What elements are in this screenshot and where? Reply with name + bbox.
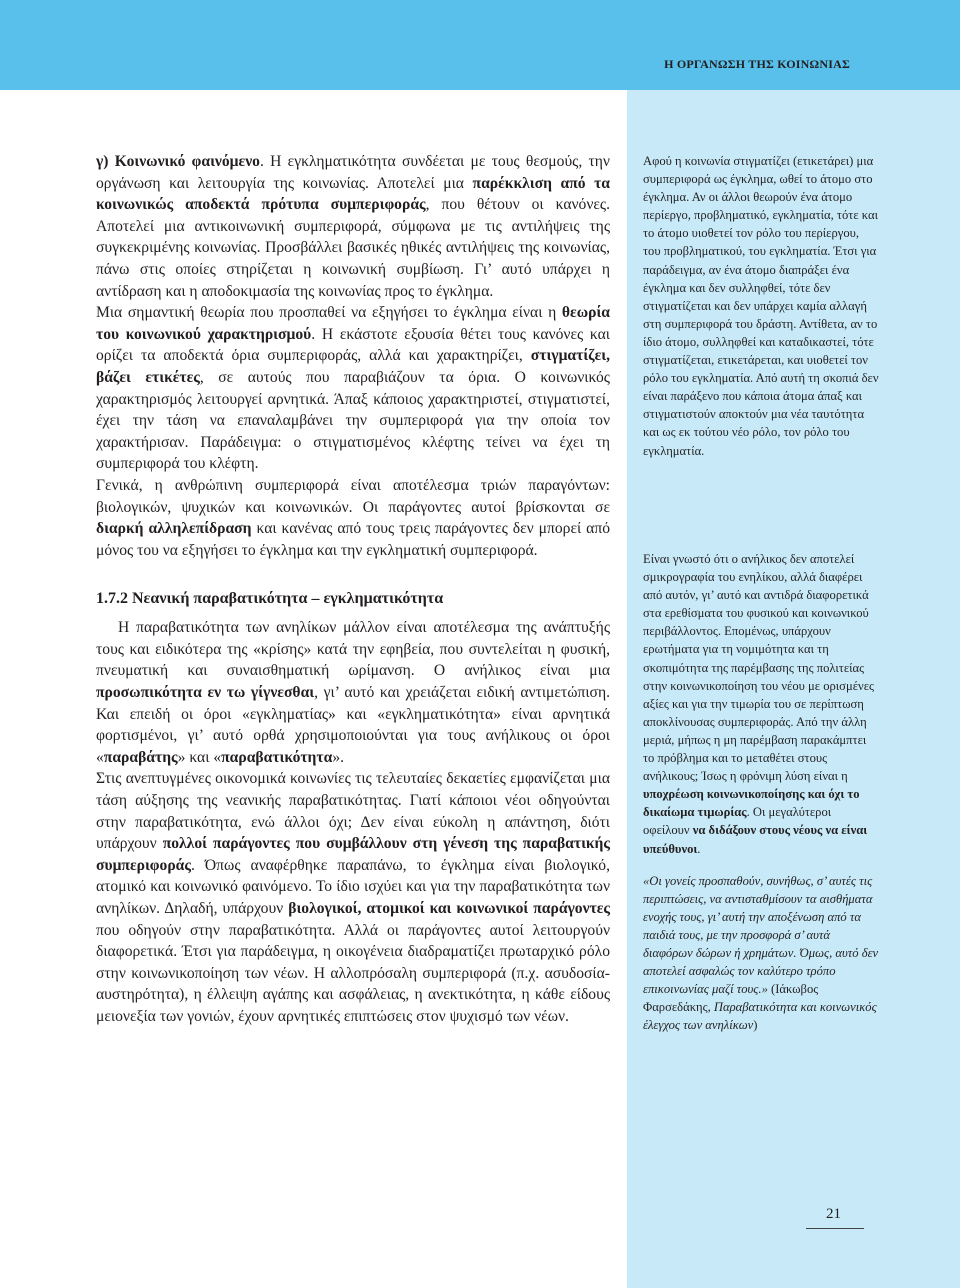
bold-term: να διδάξουν στους νέους να είναι υπεύθυνοι: [643, 823, 868, 856]
sidebar-quote: «Οι γονείς προσπαθούν, συνήθως, σ’ αυτές τις περιπτώσεις, να αντισταθμίσουν τα αισθήματα ενοχής τους, γι’ αυτή την αποξένωση από τα παιδιά τους, με την προσφορά σ’ αυτά διαφόρων δώρων ή χρημάτων. Όμως, αυτό δεν αποτελεί ασφαλώς τον καλύτερο τρόπο επικοινωνίας μαζί τους.» (Ιάκωβος Φαρσεδάκης, Παραβατικότητα και κοινωνικός έλεγχος των ανηλίκων): [643, 873, 879, 1033]
bold-term: παραβάτης: [103, 748, 178, 766]
bold-term: πολλοί παράγοντες που συμβάλλουν στη γένεση της παραβατικής συμπεριφοράς: [96, 835, 610, 874]
sidebar-note-minors: Είναι γνωστό ότι ο ανήλικος δεν αποτελεί σμικρογραφία του ενηλίκου, αλλά διαφέρει από αυτόν, γι’ αυτό και αντιδρά διαφορετικά στα ερεθίσματα του φυσικού και κοινωνικού περιβάλλοντος. Επομένως, υπάρχουν ερωτήματα για τη νομιμότητα και τη σκοπιμότητα της παρέμβασης της πολιτείας στην κοινωνικοποίηση του νέου με ορισμένες αξίες και για την τιμωρία του σε περίπτωση αποκλίνουσας συμπεριφοράς. Από την άλλη μεριά, μήπως η μη παρέμβαση παρακάμπτει το πρόβλημα και το μεταθέτει στους ανήλικους; Ίσως η φρόνιμη λύση είναι η υποχρέωση κοινωνικοποίησης και όχι το δικαίωμα τιμωρίας. Οι μεγαλύτεροι οφείλουν να διδάξουν στους νέους να είναι υπεύθυνοι. «Οι γονείς προσπαθούν, συνήθως, σ’ αυτές τις περιπτώσεις, να αντισταθμίσουν τα αισθήματα ενοχής τους, γι’ αυτή την αποξένωση από τα παιδιά τους, με την προσφορά σ’ αυτά διαφόρων δώρων ή χρημάτων. Όμως, αυτό δεν αποτελεί ασφαλώς τον καλύτερο τρόπο επικοινωνίας μαζί τους.» (Ιάκωβος Φαρσεδάκης, Παραβατικότητα και κοινωνικός έλεγχος των ανηλίκων): [643, 550, 879, 1034]
bold-term: στιγματίζει, βάζει ετικέτες: [96, 347, 610, 386]
page-number-rule: [806, 1228, 864, 1229]
running-header: Η ΟΡΓΑΝΩΣΗ ΤΗΣ ΚΟΙΝΩΝΙΑΣ: [664, 57, 850, 71]
bold-term: παραβατικότητα: [221, 748, 333, 766]
paragraph-three-factors: Γενικά, η ανθρώπινη συμπεριφορά είναι αποτέλεσμα τριών παραγόντων: βιολογικών, ψυχικών και κοινωνικών. Οι παράγοντες αυτοί βρίσκονται σε διαρκή αλληλεπίδραση και κανένας από τους τρεις παράγοντες δεν μπορεί από μόνος του να εξηγήσει το έγκλημα και την εγκληματική συμπεριφορά.: [96, 476, 610, 559]
page-number: 21: [826, 1206, 841, 1222]
section-heading: 1.7.2 Νεανική παραβατικότητα – εγκληματικότητα: [96, 590, 444, 608]
paragraph-labeling-theory: Μια σημαντική θεωρία που προσπαθεί να εξηγήσει το έγκλημα είναι η θεωρία του κοινωνικού χαρακτηρισμού. Η εκάστοτε εξουσία θέτει τους κανόνες και ορίζει τα αποδεκτά όρια συμπεριφοράς, αλλά και χαρακτηρίζει, στιγματίζει, βάζει ετικέτες, σε αυτούς που παραβιάζουν τα όρια. Ο κοινωνικός χαρακτηρισμός λειτουργεί αρνητικά. Άπαξ κάποιος χαρακτηριστεί, στιγματιστεί, έχει την τάση να επαναλαμβάνει την συμπεριφορά για την οποία τον χαρακτήρισαν. Παράδειγμα: ο στιγματισμένος κλέφτης τείνει να έχει τη συμπεριφορά του κλέφτη.: [96, 304, 610, 473]
paragraph-juvenile-delinquency: Η παραβατικότητα των ανηλίκων μάλλον είναι αποτέλεσμα της ανάπτυξής τους και ειδικότερα της «κρίσης» κατά την εφηβεία, που συντελείται η φυσική, πνευματική και συναισθηματική ωρίμανση. Ο ανήλικος είναι μια προσωπικότητα εν τω γίγνεσθαι, γι’ αυτό και χρειάζεται ειδική αντιμετώπιση. Και επειδή οι όροι «εγκληματίας» και «εγκληματικότητα» είναι αρνητικά φορτισμένοι, γι’ αυτό ορθά χρησιμοποιούνται για τους ανήλικους οι όροι «παραβάτης» και «παραβατικότητα».: [96, 619, 610, 766]
bold-term: διαρκή αλληλεπίδραση: [96, 520, 252, 538]
paragraph-factors: Στις ανεπτυγμένες οικονομικά κοινωνίες τις τελευταίες δεκαετίες εμφανίζεται μια τάση αύξησης της νεανικής παραβατικότητας. Γιατί κάποιοι νέοι οδηγούνται στην παραβατικότητα, ενώ άλλοι όχι; Δεν είναι εύκολη η απάντηση, διότι υπάρχουν πολλοί παράγοντες που συμβάλλουν στη γένεση της παραβατικής συμπεριφοράς. Όπως αναφέρθηκε παραπάνω, το έγκλημα είναι βιολογικό, ατομικό και κοινωνικό φαινόμενο. Το ίδιο ισχύει και για την παραβατικότητα των ανηλίκων. Δηλαδή, υπάρχουν βιολογικοί, ατομικοί και κοινωνικοί παράγοντες που οδηγούν στην παραβατικότητα. Αλλά οι παράγοντες αυτοί λειτουργούν διαφορετικά. Έτσι για παράδειγμα, η οικογένεια διαδραματίζει πρωταρχικό ρόλο στην κοινωνικοποίηση των νέων. Η αλλοπρόσαλη συμπεριφορά (π.χ. ασυδοσία-αυστηρότητα), η έλλειψη αγάπης και ασφάλειας, η ανεκτικότητα, η κάθε είδους μειονεξία των γονιών, έχουν αρνητικές επιπτώσεις στον ψυχισμό των νέων.: [96, 770, 611, 1025]
bold-term: παρέκκλιση από τα κοινωνικώς αποδεκτά πρότυπα συμπεριφοράς: [96, 174, 610, 214]
bold-term: υποχρέωση κοινωνικοποίησης και όχι το δικαίωμα τιμωρίας: [643, 787, 860, 820]
main-column: [96, 151, 610, 1028]
bold-term: βιολογικοί, ατομικοί και κοινωνικοί παράγοντες: [288, 900, 611, 917]
header-band: [0, 0, 960, 90]
paragraph-social-phenomenon: γ) Κοινωνικό φαινόμενο. Η εγκληματικότητα συνδέεται με τους θεσμούς, την οργάνωση και λειτουργία της κοινωνίας. Αποτελεί μια παρέκκλιση από τα κοινωνικώς αποδεκτά πρότυπα συμπεριφοράς, που θέτουν οι κανόνες. Αποτελεί μια αντικοινωνική συμπεριφορά, σύμφωνα με τις αντιλήψεις της συγκεκριμένης κοινωνίας. Προσβάλλει βασικές ηθικές αντιλήψεις της κοινωνίας, πάνω στις οποίες στηρίζεται η κοινωνική συμβίωση. Γι’ αυτό υπάρχει η αντίδραση και η αποδοκιμασία της κοινωνίας προς το έγκλημα.: [96, 153, 611, 300]
bold-term: προσωπικότητα εν τω γίγνεσθαι: [96, 684, 315, 702]
sidebar-note-labeling: Αφού η κοινωνία στιγματίζει (ετικετάρει) μια συμπεριφορά ως έγκλημα, ωθεί το άτομο στο έγκλημα. Αν οι άλλοι θεωρούν ένα άτομο περίεργο, προβληματικό, εγκληματία, τότε και το άτομο υιοθετεί τον ρόλο του περίεργου, του προβληματικού, του εγκληματία. Έτσι για παράδειγμα, αν ένα άτομο διαπράξει ένα έγκλημα και δεν συλληφθεί, τότε δεν στιγματίζεται και δεν υπάρχει καμία αλλαγή στη συμπεριφορά του δράστη. Αντίθετα, αν το ίδιο άτομο, συλληφθεί και καταδικαστεί, τότε στιγματίζεται, ετικετάρεται, και υιοθετεί τον ρόλο του εγκληματία. Από αυτή τη σκοπιά δεν είναι παράξενο που κάποια άτομα άπαξ και στιγματιστούν αποκτούν μια νέα ταυτότητα και ως εκ τούτου νέο ρόλο, τον ρόλο του εγκληματία.: [643, 154, 879, 458]
bold-term: γ) Κοινωνικό φαινόμενο: [96, 153, 260, 170]
bold-term: θεωρία του κοινωνικού χαρακτηρισμού: [96, 304, 610, 343]
